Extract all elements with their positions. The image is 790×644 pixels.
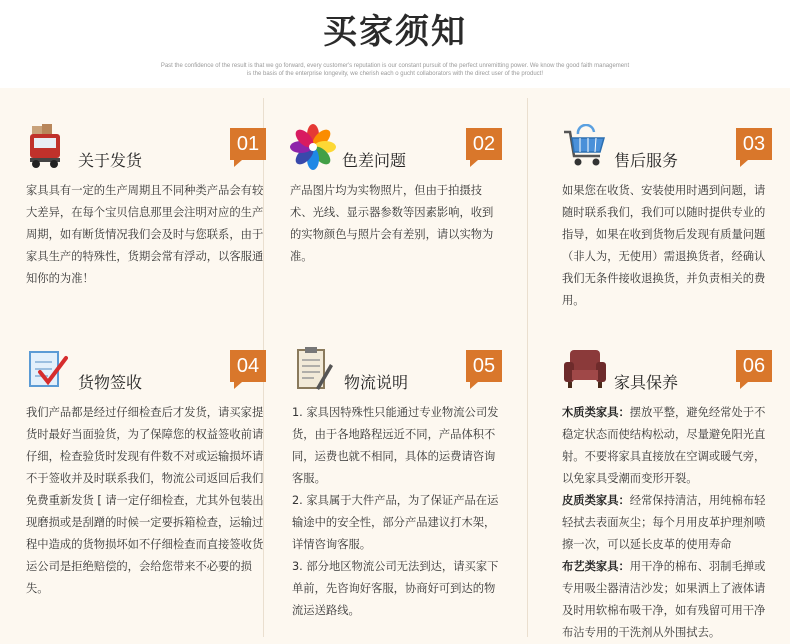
maintenance-section: 木质类家具：摆放平整，避免经常处于不稳定状态而使结构松动，尽量避免阳光直射。不要将家具直接放在空调或暖气旁，以免家具受潮而变形开裂。	[562, 406, 766, 485]
card-text: 我们产品都是经过仔细检查后才发货，请买家提货时最好当面验货，为了保障您的权益签收前请仔细，检查验货时发现有件数不对或运输损坏请不于签收并及时联系我们，物流公司返回后我们免费重新发货 [ 请一定仔细检查，尤其外包装出现磨损或是刮蹭的时候一定要拆箱检查，运输过程中造成的货物损坏如不仔细检查而直接签收货运公司是拒绝赔偿的，会给您带来不必要的损失。	[26, 406, 264, 595]
page-header	[0, 0, 790, 88]
subtitle-line-2: is the basis of the enterprise longevity, we cherish each o gucht collaborators with the direct user of the product!	[246, 71, 544, 77]
checklist-icon	[26, 346, 68, 392]
card-color-difference	[290, 124, 502, 268]
card-receipt	[26, 346, 266, 600]
logistics-item: 2. 家具属于大件产品，为了保证产品在运输途中的安全性，部分产品建议打木架，详情咨询客服。	[292, 494, 499, 551]
card-number-badge: 01	[230, 128, 266, 160]
page-title: 买家须知	[323, 12, 467, 52]
card-title: 货物签收	[78, 373, 143, 392]
logistics-item: 3. 部分地区物流公司无法到达，请买家下单前，先咨询好客服，协商好可到达的物流运送路线。	[292, 560, 499, 617]
page-subtitle	[0, 62, 790, 78]
column-divider	[527, 98, 528, 637]
clipboard-pen-icon	[292, 346, 334, 392]
card-number-badge: 02	[466, 128, 502, 160]
logistics-item: 1. 家具因特殊性只能通过专业物流公司发货，由于各地路程远近不同，产品体积不同，运费也就不相同，具体的运费请咨询客服。	[292, 406, 499, 485]
color-wheel-icon	[290, 124, 332, 170]
notice-grid	[0, 88, 790, 637]
subtitle-line-1: Past the confidence of the result is that we go forward, every customer's reputation is our constant pursuit of the perfect unremitting power. We know the good faith management	[160, 63, 630, 69]
card-maintenance	[562, 346, 772, 644]
card-title: 色差问题	[342, 151, 407, 170]
card-text: 产品图片均为实物照片，但由于拍摄技术、光线、显示器参数等因素影响，收到的实物颜色与照片会有差别，请以实物为准。	[290, 184, 494, 263]
card-after-sales	[562, 124, 772, 312]
card-text: 如果您在收货、安装使用时遇到问题，请随时联系我们，我们可以随时提供专业的指导，如果在收到货物后发现有质量问题（非人为，无使用）需退换货者，经确认我们无条件接收退换货，并负责相关的费用。	[562, 184, 766, 307]
card-shipping	[26, 124, 266, 290]
card-logistics	[292, 346, 502, 622]
shopping-cart-icon	[562, 124, 604, 170]
card-text	[292, 402, 502, 622]
maintenance-section: 皮质类家具：经常保持清洁，用纯棉布轻轻拭去表面灰尘；每个月用皮革护理剂喷擦一次，可以延长皮革的使用寿命	[562, 494, 766, 551]
card-number-badge: 06	[736, 350, 772, 382]
card-number-badge: 05	[466, 350, 502, 382]
card-title: 售后服务	[614, 151, 679, 170]
card-number-badge: 04	[230, 350, 266, 382]
maintenance-section: 布艺类家具：用干净的棉布、羽制毛掸或专用吸尘器清洁沙发；如果洒上了液体请及时用软棉布吸干净，如有残留可用干净布沾专用的干洗剂从外围拭去。	[562, 560, 766, 639]
card-title: 家具保养	[614, 373, 679, 392]
armchair-icon	[562, 346, 604, 392]
card-title: 关于发货	[78, 151, 143, 170]
delivery-truck-icon	[26, 124, 68, 170]
card-text: 家具具有一定的生产周期且不同种类产品会有较大差异，在每个宝贝信息那里会注明对应的生产周期，如有断货情况我们会及时与您联系，由于家具生产的特殊性，货期会常有浮动，以客服通知你的为准！	[26, 184, 264, 285]
card-title: 物流说明	[344, 373, 409, 392]
card-text	[562, 402, 772, 644]
card-number-badge: 03	[736, 128, 772, 160]
